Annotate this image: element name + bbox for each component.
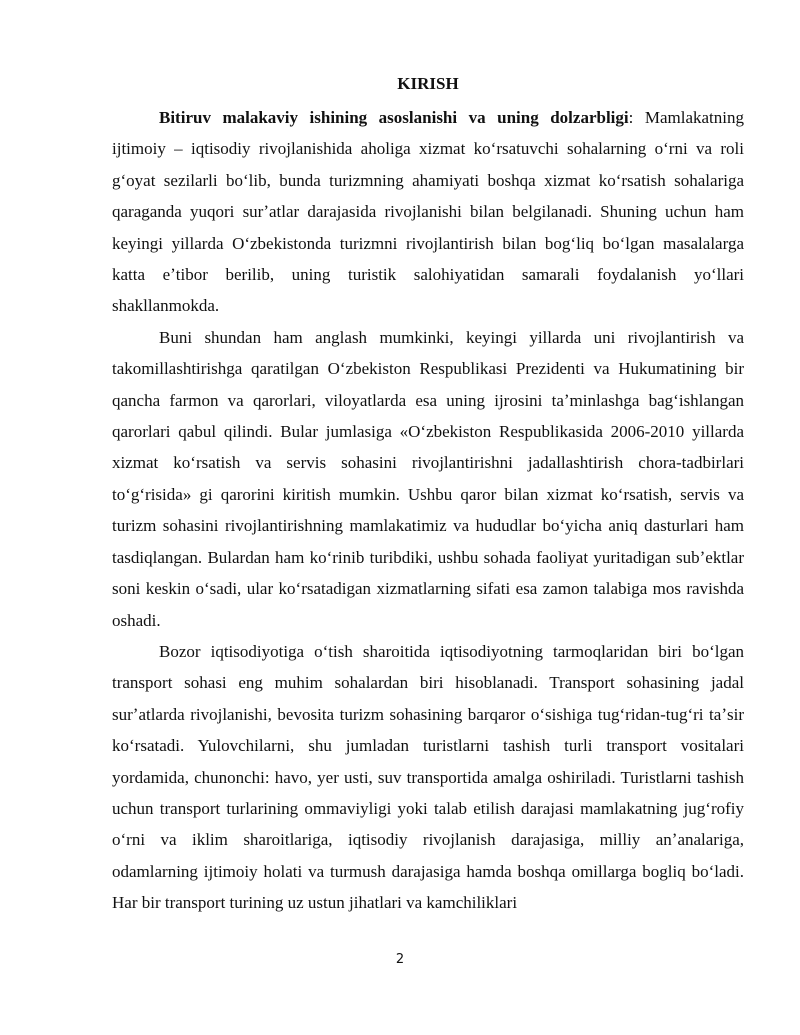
paragraph-1-text: : Mamlakatning ijtimoiy – iqtisodiy rivojlanishida aholiga xizmat koʻrsatuvchi sohalarning oʻrni va roli gʻoyat sezilarli boʻlib, bunda turizmning ahamiyati boshqa xizmat koʻrsatish sohalariga qaraganda yuqori surʼatlar darajasida rivojlanishi bilan belgilanadi. Shuning uchun ham keyingi yillarda Oʻzbekistonda turizmni rivojlantirish bilan bogʻliq boʻlgan masalalarga katta eʼtibor berilib, uning turistik salohiyatidan samarali foydalanish yoʻllari shakllanmokda. [112, 108, 745, 316]
paragraph-3: Bozor iqtisodiyotiga oʻtish sharoitida iqtisodiyotning tarmoqlaridan biri boʻlgan transport sohasi eng muhim sohalardan biri hisoblanadi. Transport sohasining jadal surʼatlarda rivojlanishi, bevosita turizm sohasining barqaror oʻsishiga tugʻridan-tugʻri taʼsir koʻrsatadi. Yulovchilarni, shu jumladan turistlarni tashish turli transport vositalari yordamida, chunonchi: havo, yer usti, suv transportida amalga oshiriladi. Turistlarni tashish uchun transport turlarining ommaviyligi yoki talab etilish darajasi mamlakatning jugʻrofiy oʻrni va iklim sharoitlariga, iqtisodiy rivojlanish darajasiga, milliy anʼanalariga, odamlarning ijtimoiy holati va turmush darajasiga hamda boshqa omillarga bogliq boʻladi. Har bir transport turining uz ustun jihatlari va kamchiliklari [112, 641, 744, 913]
paragraph-2: Buni shundan ham anglash mumkinki, keyingi yillarda uni rivojlantirish va takomillashtirishga qaratilgan Oʻzbekiston Respublikasi Prezidenti va Hukumatining bir qancha farmon va qarorlari, viloyatlarda esa uning ijrosini taʼminlashga bagʻishlangan qarorlari qabul qilindi. Bular jumlasiga «Oʻzbekiston Respublikasida 2006-2010 yillarda xizmat koʻrsatish va servis sohasini rivojlantirishni jadallashtirish chora-tadbirlari toʻgʻrisida» gi qarorini kiritish mumkin. Ushbu qaror bilan xizmat koʻrsatish, servis va turizm sohasini rivojlantirishning mamlakatimiz va hududlar boʻyicha aniq dasturlari ham tasdiqlangan. Bulardan ham koʻrinib turibdiki, ushbu sohada faoliyat yuritadigan subʼektlar soni keskin oʻsadi, ular koʻrsatadigan xizmatlarning sifati esa zamon talabiga mos ravishda oshadi. [112, 327, 744, 630]
section-title: KIRISH [397, 74, 459, 93]
paragraph-1 [112, 102, 744, 322]
document-page [112, 72, 744, 919]
page-number: 2 [395, 952, 405, 967]
paragraph-1-lead: Bitiruv malakaviy ishining asoslanishi va uning dolzarbligi [159, 108, 629, 127]
